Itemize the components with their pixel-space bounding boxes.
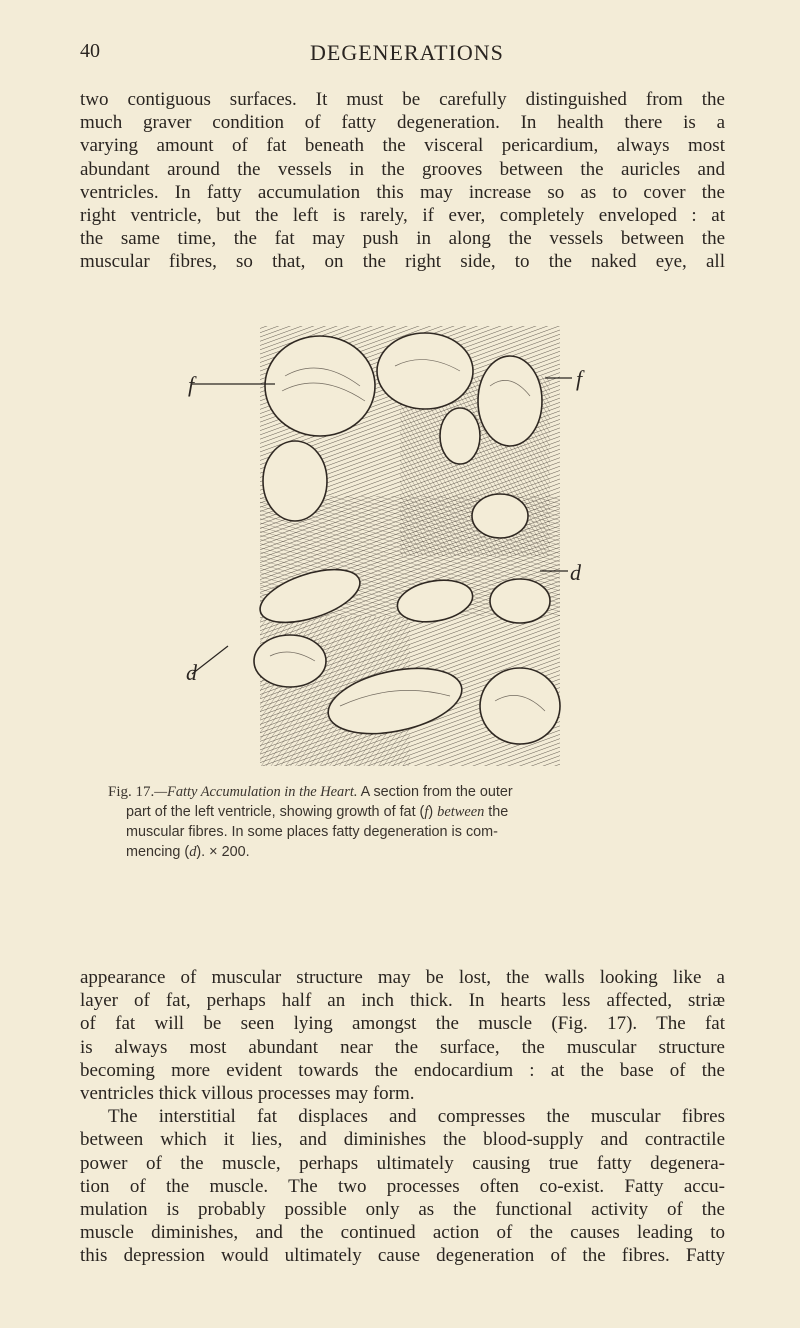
text-line: of fat will be seen lying amongst the muscle (Fig. 17). The fat	[80, 1013, 725, 1035]
label-d-right: d	[570, 560, 581, 585]
label-f-right: f	[576, 366, 583, 391]
caption-line: part of the left ventricle, showing growth of fat (f) between the	[126, 804, 509, 820]
page-header	[80, 40, 720, 70]
text-line: becoming more evident towards the endocardium : at the base of the	[80, 1059, 725, 1081]
text-line: power of the muscle, perhaps ultimately causing true fatty degenera-	[80, 1152, 725, 1174]
text-line: muscular fibres, so that, on the right side, to the naked eye, all	[80, 251, 725, 273]
caption-line: muscular fibres. In some places fatty degeneration is com-	[126, 824, 498, 840]
text-line: right ventricle, but the left is rarely, if ever, completely enveloped : at	[80, 205, 725, 227]
caption-line	[108, 782, 708, 802]
page-number: 40	[80, 40, 100, 62]
text-line: between which it lies, and diminishes the blood-supply and contractile	[80, 1129, 725, 1151]
text-line: is always most abundant near the surface, the muscular structure	[80, 1036, 725, 1058]
text-line: the same time, the fat may push in along the vessels between the	[80, 228, 725, 250]
running-head: DEGENERATIONS	[310, 40, 504, 65]
heart-section-illustration	[186, 316, 600, 776]
paragraph-top	[80, 88, 725, 274]
text-line: The interstitial fat displaces and compresses the muscular fibres	[108, 1106, 725, 1128]
text-line: appearance of muscular structure may be lost, the walls looking like a	[80, 967, 725, 988]
text-line: mulation is probably possible only as the functional activity of the	[80, 1199, 725, 1221]
figure-title: —Fatty Accumulation in the Heart.	[154, 784, 358, 800]
text-line: this depression would ultimately cause degeneration of the fibres. Fatty	[80, 1245, 725, 1267]
text-line: muscle diminishes, and the continued action of the causes leading to	[80, 1222, 725, 1244]
figure-number: Fig. 17.	[108, 784, 155, 800]
text-line: ventricles. In fatty accumulation this may increase so as to cover the	[80, 181, 725, 203]
text-line: layer of fat, perhaps half an inch thick. In hearts less affected, striæ	[80, 990, 725, 1012]
label-f-left: f	[188, 372, 195, 397]
paragraph-bottom	[80, 966, 725, 1268]
text-line: ventricles thick villous processes may form.	[80, 1083, 415, 1105]
text-line: much graver condition of fatty degeneration. In health there is a	[80, 112, 725, 134]
text-line: abundant around the vessels in the grooves between the auricles and	[80, 158, 725, 180]
caption-text: A section from the outer	[360, 784, 513, 800]
text-line: two contiguous surfaces. It must be carefully distinguished from the	[80, 89, 725, 110]
text-line: tion of the muscle. The two processes often co-exist. Fatty accu-	[80, 1175, 725, 1197]
text-line: varying amount of fat beneath the visceral pericardium, always most	[80, 135, 725, 157]
caption-line: mencing (d). × 200.	[126, 844, 250, 860]
figure-caption	[108, 782, 708, 862]
label-d-left: d	[186, 660, 197, 685]
